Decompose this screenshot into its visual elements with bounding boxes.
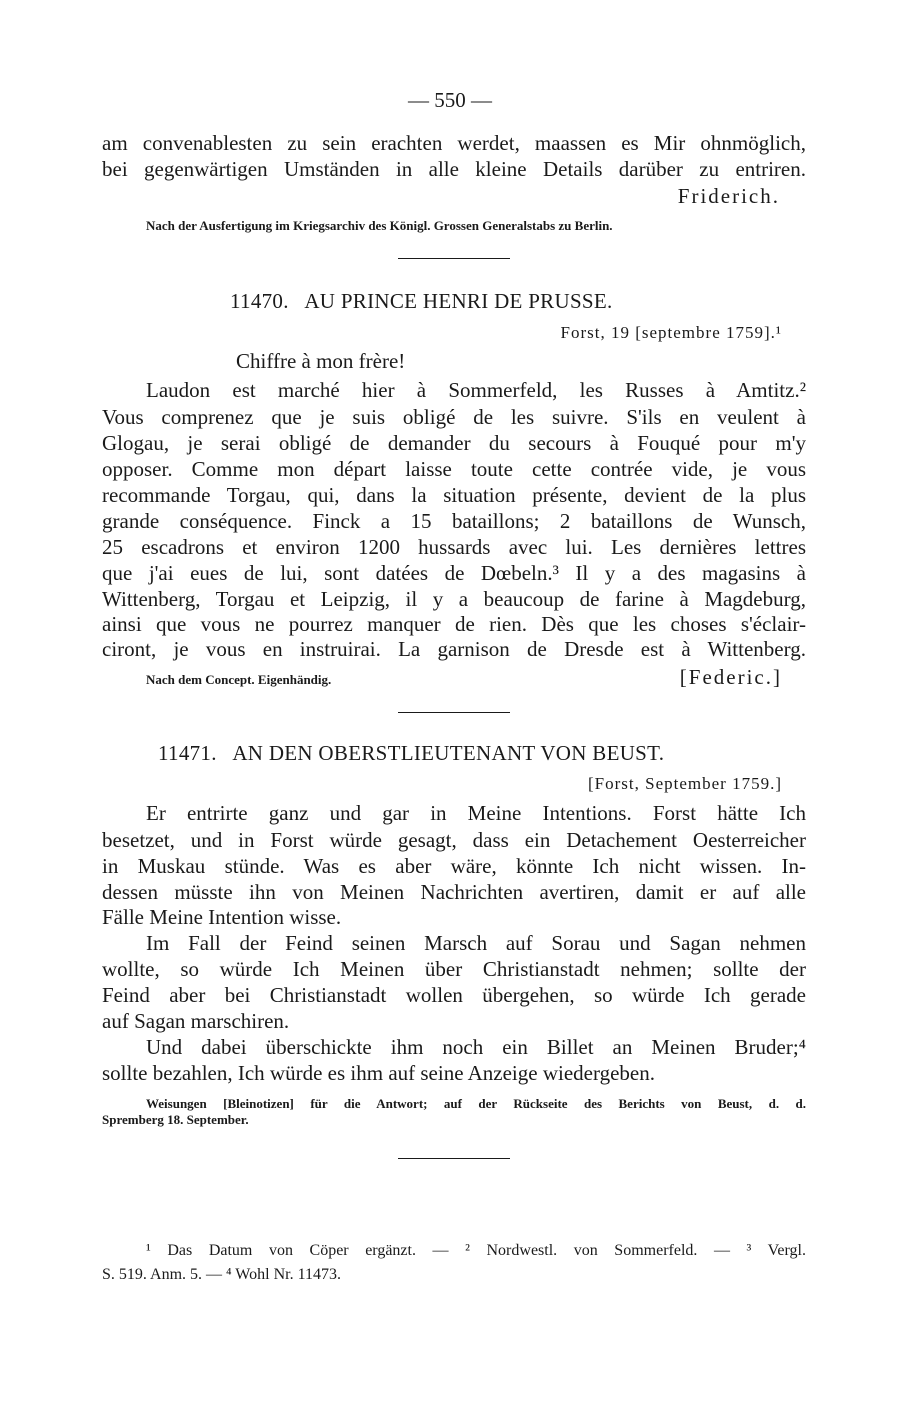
letter-11470-signature: [Federic.] [679,665,782,689]
footnote-line-1: ¹ Das Datum von Cöper ergänzt. — ² Nordwestl. von Sommerfeld. — ³ Vergl. [146,1242,806,1259]
letter-11470-source-note: Nach dem Concept. Eigenhändig. [146,672,332,687]
letter-11471-number: 11471. [158,741,217,765]
letter-11470-line-6: grande conséquence. Finck a 15 bataillons; 2 bataillons de Wunsch, [102,509,806,533]
letter-11471-p1-line-4: dessen müsste ihn von Meinen Nachrichten avertiren, damit er auf alle [102,880,806,904]
page-number: — 550 — [408,88,492,112]
letter-11471-p1-line-2: besetzet, und in Forst würde gesagt, dass ein Detachement Oesterreicher [102,828,806,852]
letter-11471-p1-line-5: Fälle Meine Intention wisse. [102,905,342,929]
continuation-line-1: am convenablesten zu sein erachten werdet, maassen es Mir ohnmöglich, [102,131,806,155]
letter-11471-heading [158,741,664,766]
letter-11470-line-3: Glogau, je serai obligé de demander du secours à Fouqué pour m'y [102,431,806,455]
continuation-line-2: bei gegenwärtigen Umständen in alle kleine Details darüber zu entriren. [102,157,806,181]
letter-11471-p2-line-1: Im Fall der Feind seinen Marsch auf Sorau und Sagan nehmen [146,931,806,955]
letter-11471-title: AN DEN OBERSTLIEUTENANT VON BEUST. [232,741,665,765]
letter-11470-salutation: Chiffre à mon frère! [236,349,406,373]
section-divider-1 [398,258,510,259]
letter-11471-p2-line-4: auf Sagan marschiren. [102,1009,290,1033]
letter-11470-line-10: ainsi que vous ne pourrez manquer de rien. Dès que les choses s'éclair- [102,612,806,636]
letter-11470-heading [230,289,613,314]
letter-11470-number: 11470. [230,289,289,313]
letter-11470-line-8: que j'ai eues de lui, sont datées de Dœbeln.³ Il y a des magasins à [102,561,806,585]
letter-11470-line-9: Wittenberg, Torgau et Leipzig, il y a beaucoup de farine à Magdeburg, [102,587,806,611]
letter-11470-title: AU PRINCE HENRI DE PRUSSE. [304,289,613,313]
section-divider-3 [398,1158,510,1159]
letter-11471-source-note-line-1: Weisungen [Bleinotizen] für die Antwort; auf der Rückseite des Berichts von Beust, d. d. [146,1096,806,1111]
signature-friderich: Friderich. [677,184,780,208]
footnote-line-2: S. 519. Anm. 5. — ⁴ Wohl Nr. 11473. [102,1266,341,1283]
section-divider-2 [398,712,510,713]
letter-11470-line-11: ciront, je vous en instruirai. La garnison de Dresde est à Wittenberg. [102,637,806,661]
letter-11470-line-5: recommande Torgau, qui, dans la situation présente, devient de la plus [102,483,806,507]
letter-11471-p2-line-2: wollte, so würde Ich Meinen über Christianstadt nehmen; sollte der [102,957,806,981]
letter-11471-p3-line-2: sollte bezahlen, Ich würde es ihm auf seine Anzeige wiedergeben. [102,1061,655,1085]
letter-11470-line-7: 25 escadrons et environ 1200 hussards avec lui. Les dernières lettres [102,535,806,559]
letter-11470-dateline: Forst, 19 [septembre 1759].¹ [560,323,782,342]
letter-11470-line-2: Vous comprenez que je suis obligé de les suivre. S'ils en veulent à [102,405,806,429]
letter-11471-dateline: [Forst, September 1759.] [588,774,782,793]
source-note-ausfertigung: Nach der Ausfertigung im Kriegsarchiv des Königl. Grossen Generalstabs zu Berlin. [146,218,613,233]
letter-11471-p1-line-1: Er entrirte ganz und gar in Meine Intentions. Forst hätte Ich [146,801,806,825]
letter-11471-p2-line-3: Feind aber bei Christianstadt wollen übergehen, so würde Ich gerade [102,983,806,1007]
letter-11471-p3-line-1: Und dabei überschickte ihm noch ein Billet an Meinen Bruder;⁴ [146,1035,806,1059]
letter-11471-p1-line-3: in Muskau stünde. Was es aber wäre, könnte Ich nicht wissen. In- [102,854,806,878]
letter-11470-line-1: Laudon est marché hier à Sommerfeld, les Russes à Amtitz.² [146,378,806,402]
letter-11470-line-4: opposer. Comme mon départ laisse toute cette contrée vide, je vous [102,457,806,481]
letter-11471-source-note-line-2: Spremberg 18. September. [102,1112,249,1127]
